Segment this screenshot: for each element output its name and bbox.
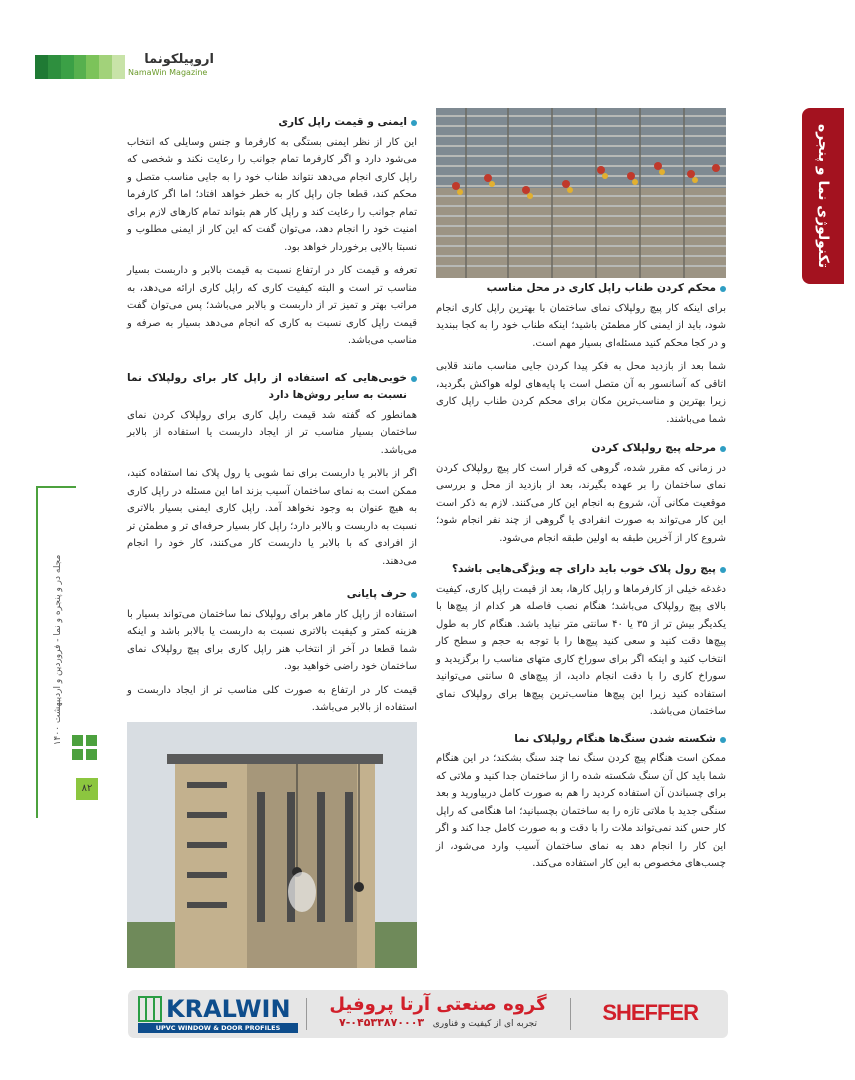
header-color-segment [99, 55, 112, 79]
heading-benefits: خوبی‌هایی که استفاده از راپل کار برای رولپلاک نما نسبت به سایر روش‌ها دارد [127, 370, 417, 405]
paragraph: اگر از بالابر یا داربست برای نما شویی یا رول پلاک نما استفاده کنید، ممکن است به نمای ساختمان آسیب بزند اما این مسئله در راپل کاری به هیچ عنوان به وجود نخواهد آمد. راپل کاری ایمنی بسیار بالاتری نسبت به داربست و بالابر دارد؛ راپل کار بسیار حرفه‌ای تر و مطمئن تر از افرادی که با بالابر یا داربست کار می‌کنند، کار خود را انجام می‌دهند. [127, 468, 417, 567]
paragraph: تعرفه و قیمت کار در ارتفاع نسبت به قیمت بالابر و داربست بسیار مناسب تر است و البته کیفیت کاری که راپل کاری ارائه می‌دهد، به مراتب بهتر و تمیز تر از داربست و بالابر می‌باشد؛ پس می‌توان گفت قیمت راپل کاری نسبت به کاری که انجام می‌دهد بسیار به صرفه و مناسب می‌باشد. [127, 265, 417, 346]
paragraph: ممکن است هنگام پیچ کردن سنگ نما چند سنگ بشکند؛ در این هنگام شما باید کل آن سنگ شکسته شده را از ساختمان جدا کنید و ملاتی که برای چسباندن آن استفاده کردید را هم به صورت کامل دربیاورید و بعد سنگی جدید با ملاتی تازه را به ساختمان بچسبانید؛ اما هنگامی که راپل کار حس کند نمی‌تواند ملات را با دقت و به صورت کامل جدا کند و اگر این کار را انجام دهد به نمای ساختمان آسیب وارد می‌شود، از چسب‌های مخصوص به این کار استفاده می‌کند. [436, 753, 726, 869]
section-final [127, 586, 417, 717]
ad-company-name: گروه صنعتی آرتا پروفیل [329, 994, 547, 1015]
ad-phone: ۰۴۵۳۳۸۷۰۰۰۳-۷ [338, 1016, 425, 1029]
paragraph: همانطور که گفته شد قیمت راپل کاری برای رولپلاک کردن نمای ساختمان بسیار مناسب تر از ایجاد داربست یا استفاده از بالابر می‌باشد. [127, 409, 417, 456]
article-column-right [436, 280, 726, 879]
window-frame-icon [138, 996, 162, 1022]
sheffer-logo: SHEFFER [602, 1000, 698, 1025]
section-tab [802, 108, 844, 284]
section-benefits [127, 370, 417, 571]
logo-text-fa: اروپیلکو‌نما [144, 52, 214, 67]
header-color-bar [35, 55, 125, 79]
paragraph: استفاده از راپل کار ماهر برای رولپلاک نما ساختمان می‌تواند بسیار با هزینه کمتر و کیفیت بالاتری نسبت به داربست یا بالابر باشد و اینکه شما قطعا در آخر از انتخاب هنر راپل کاری برای پیچ رولپلاک نمای ساختمان خود راضی خواهید بود. [127, 608, 417, 672]
article-column-left [127, 114, 417, 723]
header-color-segment [48, 55, 61, 79]
heading-safety: ایمنی و قیمت راپل کاری [127, 114, 417, 132]
section-broken-stones [436, 731, 726, 873]
heading-broken-stones: شکسته شدن سنگ‌ها هنگام رولپلاک نما [436, 731, 726, 749]
heading-screw-stage: مرحله پیچ رولپلاک کردن [436, 440, 726, 458]
paragraph: قیمت کار در ارتفاع به صورت کلی مناسب تر از ایجاد داربست و استفاده از بالابر می‌باشد. [127, 684, 417, 713]
paragraph: دغدغه خیلی از کارفرماها و راپل کارها، بعد از قیمت راپل کاری، کیفیت بالای پیچ رولپلاک می‌باشد؛ هنگام نصب فاصله هر کدام از پیچ‌ها با یکدیگر بیش تر از ۳۵ یا ۴۰ سانتی متر نباید باشد. هنگام کار به طول پیچ‌ها دقت کنید و سعی کنید پیچ‌ها را با توجه به حجم و سطح کار انتخاب کنید و اینکه اگر برای سوراخ کاری متهای مناسب را برگزیدید و سوراخ کاری را با دقت انجام دادید، از پیچ‌های ۵ سانتی می‌توانید استفاده کنید زیرا این پیچ‌ها مناسب‌ترین پیچ‌ها برای رولپلاک نمای ساختمان می‌باشد. [436, 583, 726, 717]
heading-final: حرف پایانی [127, 586, 417, 604]
ad-company-block [318, 994, 558, 1029]
sidebar-divider [36, 486, 76, 488]
header-color-segment [112, 55, 125, 79]
kralwin-logo [138, 996, 298, 1032]
facade-photo-bottom [127, 722, 417, 968]
heading-good-screw: پیچ رول پلاک خوب باید دارای چه ویژگی‌هایی باشد؟ [436, 561, 726, 579]
sidebar-vertical-line [36, 488, 38, 818]
heading-rope: محکم کردن طناب راپل کاری در محل مناسب [436, 280, 726, 298]
paragraph: در زمانی که مقرر شده، گروهی که قرار است کار پیچ رولپلاک کردن نمای ساختمان را بر عهده بگیرند، بعد از بازدید از محل و بررسی موقعیت مکانی آن، شروع به انجام این کار می‌کنند. لازم به ذکر است این کار می‌تواند به صورت انفرادی یا گروهی از چند نفر انجام شود؛ شروع کار از آخرین طبقه به اولین طبقه انجام می‌شود. [436, 462, 726, 544]
section-title: تکنولوژی نما و پنجره [815, 123, 831, 269]
magazine-issue-line: مجله در و پنجره و نما - فروردین و اردیبهشت ۱۴۰۰ [53, 554, 63, 746]
section-safety [127, 114, 417, 350]
header-color-segment [86, 55, 99, 79]
header-color-segment [74, 55, 87, 79]
paragraph: شما بعد از بازدید محل به فکر پیدا کردن جایی مناسب مانند قلابی اتاقی که آسانسور به آن متصل است یا پایه‌های لوله هواکش بگردید، زیرا بهترین و مناسب‌ترین مکان برای محکم کردن طناب راپل کاری شما می‌باشند. [436, 361, 726, 425]
window-grid-icon [72, 735, 98, 761]
page-number: ۸۲ [76, 778, 98, 800]
magazine-logo [128, 52, 214, 82]
ad-tagline: تجربه ای از کیفیت و فناوری ۰۴۵۳۳۸۷۰۰۰۳-۷ [338, 1016, 537, 1029]
header-color-segment [35, 55, 48, 79]
kralwin-subtitle: UPVC WINDOW & DOOR PROFILES [138, 1023, 298, 1033]
ad-divider [570, 998, 571, 1030]
section-rope [436, 280, 726, 428]
paragraph: برای اینکه کار پیچ رولپلاک نمای ساختمان با بهترین راپل کاری انجام شود، باید از ایمنی کار مطمئن باشید؛ اینکه طناب خود را به کجا ببندید و در کجا محکم کنید مسئله‌ای بسیار مهم است. [436, 302, 726, 349]
facade-photo-top [436, 108, 726, 278]
logo-text-en: NamaWin Magazine [128, 68, 208, 77]
header-color-segment [61, 55, 74, 79]
advertisement-banner[interactable] [128, 990, 728, 1038]
section-screw-stage [436, 440, 726, 547]
ad-divider [306, 998, 307, 1030]
kralwin-wordmark: KRALWIN [166, 995, 291, 1023]
paragraph: این کار از نظر ایمنی بستگی به کارفرما و جنس وسایلی که انتخاب می‌شود دارد و اگر کارفرما تمام جوانب را رعایت نکند و شخصی که راپل کاری انجام می‌دهد نتواند طناب خود را به جایی مناسب متصل و محکم کند، قطعا جان راپل کار به خطر خواهد افتاد؛ اما اگر کارفرما تمام جوانب را رعایت کند و راپل کار هم بتواند تمام کارهای لازم برای امنیت خود را انجام دهد، می‌توان گفت که این کار از ایمنی مطلوب و نسبتا بالایی برخوردار خواهد بود. [127, 136, 417, 253]
section-good-screw [436, 561, 726, 721]
